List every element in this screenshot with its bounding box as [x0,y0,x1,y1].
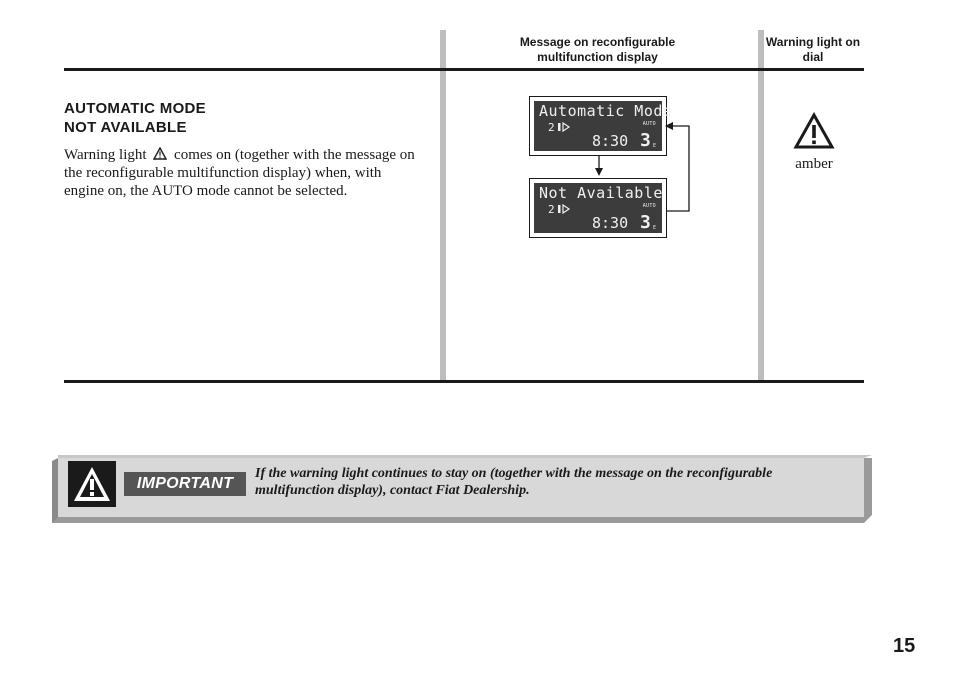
display-gear-suffix: E [653,225,657,231]
display-selected-gear: 3 [640,212,651,233]
section-title-line-1: AUTOMATIC MODE [64,100,206,117]
display-mode-indicator: AUTO [642,121,656,127]
warning-triangle-icon [153,147,167,160]
display-clock: 8:30 [592,132,629,150]
important-notice-text: If the warning light continues to stay on (together with the message on the reconfigurable multifunction display), contact Fiat Dealership. [255,466,773,498]
column-header-message: Message on reconfigurable multifunction display [519,35,676,64]
column-divider-right [758,30,764,382]
display-message: Not Available [539,184,663,202]
table-bottom-rule [64,380,864,383]
display-mode-indicator: AUTO [642,203,656,209]
display-gear: 2 [548,121,571,134]
column-header-warning-light: Warning light on dial [765,35,861,64]
display-message: Automatic Mode [539,102,673,120]
column-divider-left [440,30,446,382]
arrow-loop-head [665,122,673,130]
display-gear-suffix: E [653,143,657,149]
page-number: 15 [893,635,916,657]
display-selected-gear: 3 [640,130,651,151]
display-gear: 2 [548,203,571,216]
section-body [64,146,424,200]
warning-light-color-label: amber [795,156,833,172]
gear-indicator-icon [557,122,571,132]
gear-indicator-icon [557,204,571,214]
arrow-down-head [595,168,603,176]
display-clock: 8:30 [592,214,629,232]
arrow-loop-line [667,126,689,211]
warning-triangle-icon [68,461,116,507]
section-title [64,99,206,137]
section-title-line-2: NOT AVAILABLE [64,119,187,136]
body-text-before-icon: Warning light [64,147,147,163]
body-text-after-icon: comes on (together with the message on the reconfigurable multifunction display) when, with engine on, the AUTO mode cannot be selected. [64,147,415,199]
important-warning-icon-box [68,461,116,507]
table-top-rule [64,68,864,71]
warning-triangle-icon [793,112,835,150]
important-badge: IMPORTANT [124,472,246,496]
display-flow-arrows [585,118,695,218]
